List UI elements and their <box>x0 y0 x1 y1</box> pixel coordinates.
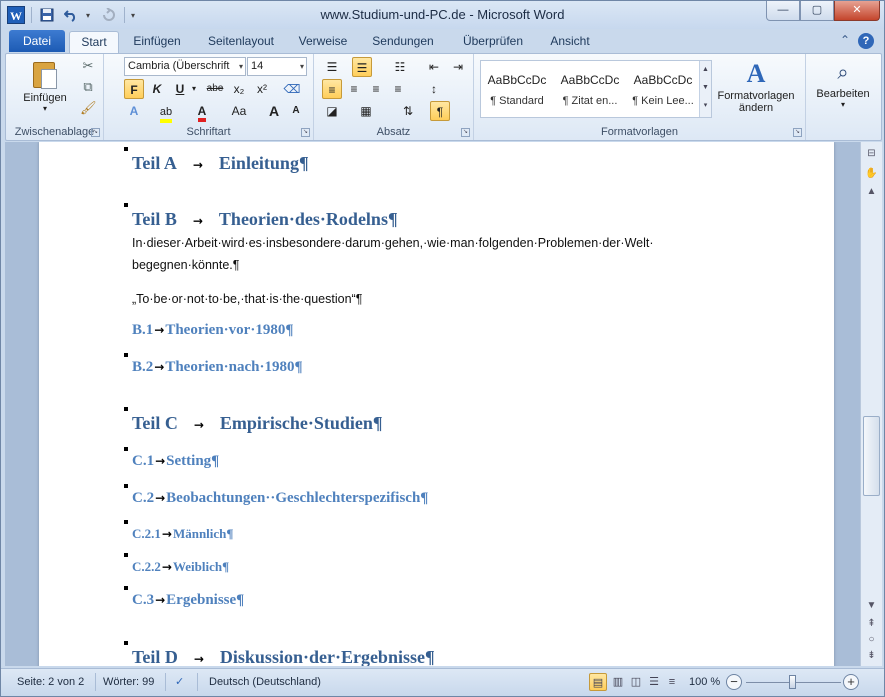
heading-2[interactable] <box>132 322 293 339</box>
clipboard-group-label: Zwischenablage <box>14 126 95 138</box>
paragraph-mark <box>124 641 128 645</box>
multilevel-list-icon[interactable]: ☷ <box>394 60 406 74</box>
paragraph-launcher-icon[interactable]: ↘ <box>462 129 469 135</box>
status-separator <box>95 673 96 691</box>
tab-page-layout[interactable]: Seitenlayout <box>207 34 275 48</box>
italic-button[interactable]: K <box>152 82 162 96</box>
font-size-combo[interactable] <box>247 57 307 76</box>
heading-2[interactable] <box>132 453 219 470</box>
heading-text: Theorien·des·Rodelns¶ <box>218 209 398 229</box>
proofing-icon[interactable]: ✓ <box>175 676 185 688</box>
change-styles-label-2: ändern <box>738 102 774 114</box>
shading-icon[interactable]: ◪ <box>326 104 338 118</box>
line-spacing-icon[interactable]: ↕ <box>431 82 437 96</box>
tab-review[interactable]: Überprüfen <box>462 34 524 48</box>
tab-view[interactable]: Ansicht <box>550 34 590 48</box>
paste-icon <box>31 58 59 90</box>
heading-text: Weiblich¶ <box>172 559 230 574</box>
draft-view-icon[interactable]: ≡ <box>668 676 676 688</box>
style-name: ¶ Standard <box>490 95 544 107</box>
heading-text: Theorien·vor·1980¶ <box>165 322 294 338</box>
outline-view-icon[interactable]: ☰ <box>649 676 659 688</box>
print-layout-view-icon[interactable]: ▤ <box>589 673 607 691</box>
paragraph-mark <box>124 586 128 590</box>
grow-font-button[interactable]: A <box>268 103 280 119</box>
heading-1[interactable] <box>132 153 309 174</box>
heading-number: C.2.1 <box>132 526 161 541</box>
language-indicator[interactable]: Deutsch (Deutschland) <box>209 676 321 688</box>
window-title: www.Studium-und-PC.de - Microsoft Word <box>320 7 565 22</box>
browse-object-icon[interactable]: ○ <box>868 634 875 645</box>
heading-number: C.1 <box>132 453 155 469</box>
ribbon-tabs <box>1 29 884 53</box>
paragraph-mark <box>124 484 128 488</box>
previous-page-icon[interactable]: ⇞ <box>867 618 876 629</box>
tab-arrow: → <box>154 360 165 374</box>
ruler-toggle-icon[interactable]: ⊟ <box>867 148 876 159</box>
quote-paragraph[interactable]: „To·be·or·not·to·be,·that·is·the·question“¶ <box>132 292 363 306</box>
shrink-font-button[interactable]: A <box>292 105 300 116</box>
style-preview: AaBbCcDc <box>560 73 620 87</box>
clear-formatting-icon[interactable]: ⌫ <box>283 82 301 96</box>
zoom-slider-thumb[interactable] <box>789 675 796 689</box>
heading-2[interactable] <box>132 359 303 376</box>
font-launcher-icon[interactable]: ↘ <box>302 129 309 135</box>
editing-label: Bearbeiten <box>816 88 870 100</box>
status-separator <box>197 673 198 691</box>
underline-dropdown-icon[interactable]: ▾ <box>191 84 196 93</box>
heading-2[interactable] <box>132 490 428 507</box>
style-preview: AaBbCcDc <box>633 73 693 87</box>
heading-text: Empirische·Studien¶ <box>219 413 383 433</box>
window-controls <box>766 1 880 21</box>
borders-icon[interactable]: ▦ <box>360 104 372 118</box>
status-bar <box>1 668 884 696</box>
styles-launcher-icon[interactable]: ↘ <box>794 129 801 135</box>
heading-1[interactable] <box>132 209 398 230</box>
tab-arrow: → <box>192 158 203 172</box>
tab-start[interactable]: Start <box>69 31 119 53</box>
help-icon[interactable]: ? <box>858 33 874 49</box>
tab-arrow: → <box>155 491 166 505</box>
heading-3[interactable] <box>132 526 233 542</box>
tab-arrow: → <box>193 418 204 432</box>
editing-button[interactable]: ⌕ Bearbeiten ▾ <box>808 58 878 109</box>
heading-number: C.2.2 <box>132 559 161 574</box>
change-styles-label-1: Formatvorlagen <box>717 90 795 102</box>
font-size-value: 14 <box>251 60 264 72</box>
strikethrough-button[interactable]: abe <box>206 83 224 94</box>
word-app-icon[interactable]: W <box>7 6 25 24</box>
heading-number: B.2 <box>132 359 154 375</box>
font-group <box>104 54 314 140</box>
numbering-icon[interactable]: ☰ <box>352 57 372 77</box>
zoom-level[interactable]: 100 % <box>689 676 721 688</box>
zoom-in-button[interactable]: + <box>843 674 859 690</box>
document-page[interactable] <box>39 142 834 666</box>
text-effects-icon[interactable]: A <box>129 104 139 118</box>
change-styles-icon: A <box>746 59 766 88</box>
styles-group-label: Formatvorlagen <box>600 126 679 138</box>
heading-text: Ergebnisse¶ <box>166 592 245 608</box>
hand-icon[interactable]: ✋ <box>865 168 878 179</box>
change-styles-button[interactable] <box>712 58 800 114</box>
heading-2[interactable] <box>132 592 244 609</box>
minimize-button[interactable]: — <box>766 1 800 21</box>
justify-icon[interactable]: ≡ <box>394 82 402 96</box>
subscript-button[interactable]: x₂ <box>233 82 245 96</box>
paragraph-group-label: Absatz <box>376 126 411 138</box>
heading-number: B.1 <box>132 322 154 338</box>
web-layout-icon[interactable]: ◫ <box>630 676 642 688</box>
status-separator <box>165 673 166 691</box>
tab-arrow: → <box>155 593 166 607</box>
body-paragraph-line[interactable]: begegnen·könnte.¶ <box>132 258 240 272</box>
show-formatting-button[interactable]: ¶ <box>430 101 450 121</box>
heading-number: C.2 <box>132 490 155 506</box>
maximize-button[interactable]: ▢ <box>800 1 834 21</box>
scroll-down-icon[interactable]: ▼ <box>866 600 877 611</box>
paragraph-mark <box>124 520 128 524</box>
font-name-dropdown-icon[interactable]: ▾ <box>238 62 243 71</box>
paragraph-mark <box>124 203 128 207</box>
heading-1[interactable] <box>132 413 383 434</box>
heading-1[interactable] <box>132 647 435 666</box>
tab-arrow: → <box>192 214 203 228</box>
customize-qat-icon[interactable]: ▾ <box>131 10 136 20</box>
paragraph-mark <box>124 147 128 151</box>
scroll-thumb[interactable] <box>863 416 880 496</box>
bold-button[interactable]: F <box>124 79 144 99</box>
highlight-button[interactable] <box>156 101 176 121</box>
font-name-value: Cambria (Überschrift <box>128 60 230 72</box>
next-page-icon[interactable]: ⇟ <box>867 650 876 661</box>
paragraph-mark <box>124 353 128 357</box>
ribbon-right-controls <box>840 33 874 49</box>
editing-group <box>806 54 882 140</box>
align-left-icon[interactable]: ≡ <box>322 79 342 99</box>
copy-icon[interactable]: ⧉ <box>83 79 93 94</box>
clipboard-launcher-icon[interactable]: ↘ <box>92 129 99 135</box>
align-right-icon[interactable]: ≡ <box>372 82 380 96</box>
style-zitat[interactable] <box>554 61 626 117</box>
heading-text: Setting¶ <box>166 453 220 469</box>
tab-arrow: → <box>193 652 204 666</box>
body-paragraph-line[interactable]: In·dieser·Arbeit·wird·es·insbesondere·darum·gehen,·wie·man·folgenden·Problemen·der·Welt· <box>132 236 654 250</box>
tab-arrow: → <box>154 323 165 337</box>
heading-number: Teil B <box>132 209 177 229</box>
bullets-icon[interactable]: ☰ <box>326 60 338 74</box>
cut-icon[interactable]: ✂ <box>82 58 94 73</box>
style-name: ¶ Zitat en... <box>562 95 618 107</box>
word-count[interactable]: Wörter: 99 <box>103 676 155 688</box>
vertical-scrollbar[interactable] <box>860 142 882 666</box>
heading-text: Diskussion·der·Ergebnisse¶ <box>219 647 435 666</box>
heading-text: Theorien·nach·1980¶ <box>165 359 303 375</box>
change-case-button[interactable]: Aa <box>231 104 247 118</box>
paragraph-mark <box>124 447 128 451</box>
style-name: ¶ Kein Lee... <box>632 95 694 107</box>
paragraph-mark <box>124 407 128 411</box>
full-screen-reading-icon[interactable]: ▥ <box>612 676 624 688</box>
zoom-out-button[interactable]: − <box>726 674 742 690</box>
underline-button[interactable]: U <box>175 82 185 96</box>
heading-number: Teil A <box>132 153 177 173</box>
styles-gallery <box>480 60 712 118</box>
heading-text: Beobachtungen··Geschlechterspezifisch¶ <box>166 490 429 506</box>
page-count[interactable]: Seite: 2 von 2 <box>17 676 85 688</box>
title-bar <box>1 1 884 29</box>
heading-3[interactable] <box>132 559 229 575</box>
tab-mailings[interactable]: Sendungen <box>372 34 434 48</box>
paragraph-mark <box>124 553 128 557</box>
highlight-icon: ab <box>160 105 172 123</box>
style-kein-leerraum[interactable] <box>627 61 699 117</box>
heading-number: C.3 <box>132 592 155 608</box>
font-color-icon: A <box>198 104 207 122</box>
sort-icon[interactable]: ⇅ <box>402 104 414 118</box>
undo-dropdown-icon[interactable]: ▾ <box>86 10 91 20</box>
font-size-dropdown-icon[interactable]: ▾ <box>299 62 304 71</box>
paste-label: Einfügen <box>23 92 67 104</box>
style-standard[interactable] <box>481 61 553 117</box>
document-area <box>5 142 860 666</box>
styles-scroll[interactable]: ▲ ▼ ▾ <box>699 61 711 117</box>
decrease-indent-icon[interactable]: ⇤ <box>428 60 440 74</box>
tab-arrow: → <box>161 560 172 574</box>
format-painter-icon[interactable]: 🖌 <box>80 100 97 115</box>
increase-indent-icon[interactable]: ⇥ <box>452 60 464 74</box>
tab-file[interactable]: Datei <box>9 30 65 52</box>
style-preview: AaBbCcDc <box>487 73 547 87</box>
binoculars-icon: ⌕ <box>837 62 849 84</box>
paste-button[interactable]: Einfügen ▾ <box>20 58 70 113</box>
scroll-up-icon[interactable]: ▲ <box>866 186 877 197</box>
minimize-ribbon-icon[interactable]: ⌃ <box>839 33 850 47</box>
font-group-label: Schriftart <box>186 126 231 138</box>
heading-text: Einleitung¶ <box>218 153 309 173</box>
heading-number: Teil D <box>132 647 178 666</box>
ribbon <box>5 53 882 141</box>
font-color-button[interactable] <box>192 101 212 121</box>
superscript-button[interactable]: x² <box>257 82 267 96</box>
align-center-icon[interactable]: ≡ <box>350 82 358 96</box>
tab-insert[interactable]: Einfügen <box>133 34 181 48</box>
paragraph-group <box>314 54 474 140</box>
tab-references[interactable]: Verweise <box>298 34 348 48</box>
tab-arrow: → <box>161 527 172 541</box>
font-name-combo[interactable] <box>124 57 246 76</box>
tab-arrow: → <box>155 454 166 468</box>
close-button[interactable]: ✕ <box>834 1 880 21</box>
heading-text: Männlich¶ <box>172 526 234 541</box>
clipboard-group <box>6 54 104 140</box>
heading-number: Teil C <box>132 413 178 433</box>
